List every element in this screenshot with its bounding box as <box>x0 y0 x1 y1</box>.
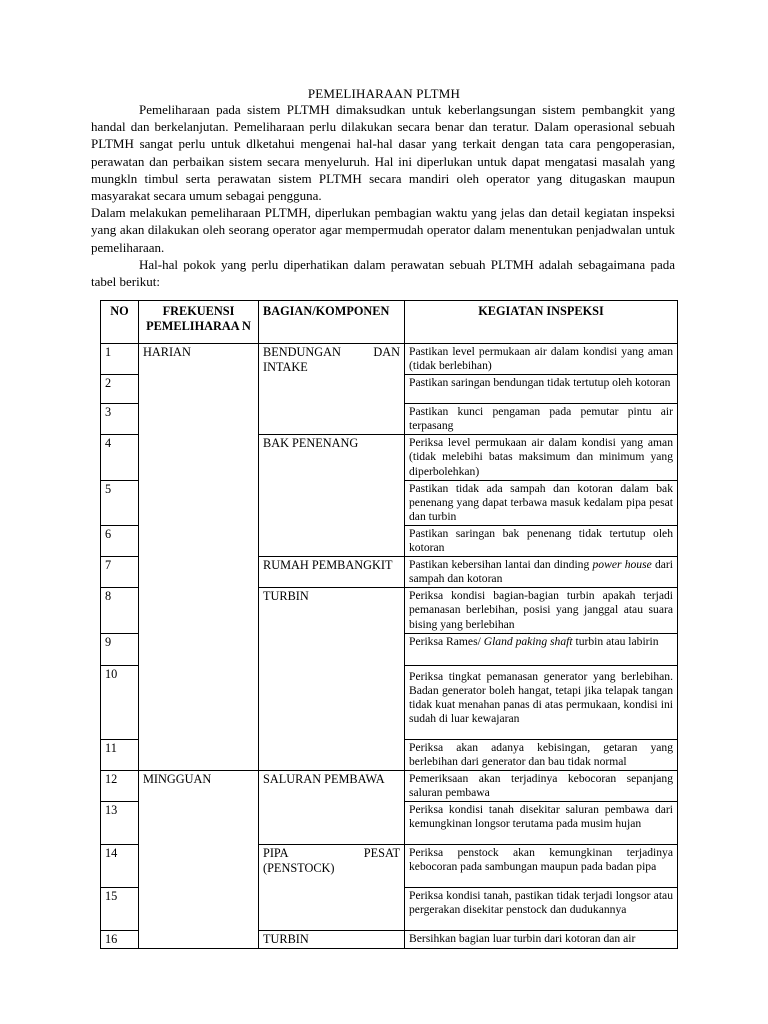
maintenance-table <box>100 300 678 949</box>
row-number: 6 <box>101 525 139 556</box>
row-number: 15 <box>101 887 139 930</box>
kegiatan-text: dari sampah dan kotoran <box>409 558 673 586</box>
document-body <box>91 101 675 290</box>
row-number: 12 <box>101 770 139 801</box>
frekuensi-cell: MINGGUAN <box>139 770 259 948</box>
table-row <box>101 344 678 375</box>
paragraph-table-intro: Hal-hal pokok yang perlu diperhatikan dalam perawatan sebuah PLTMH adalah sebagaimana pada tabel berikut: <box>91 256 675 290</box>
kegiatan-text: Pastikan kebersihan lantai dan dinding <box>409 558 593 572</box>
row-number: 1 <box>101 344 139 375</box>
frekuensi-cell: HARIAN <box>139 344 259 771</box>
paragraph-intro: Pemeliharaan pada sistem PLTMH dimaksudkan untuk keberlangsungan sistem pembangkit yang handal dan berkelanjutan. Pemeliharaan perlu dilakukan secara benar dan teratur. Dalam operasional sebuah PLTMH sangat perlu untuk dlketahui mengenai hal-hal dasar yang terkait dengan tata cara pengoperasian, perawatan dan perbaikan sistem secara menyeluruh. Hal ini diperlukan untuk dapat mengatasi masalah yang mungkln timbul serta perawatan sistem PLTMH secara mandiri oleh operator yang ditugaskan maupun masyarakat secara umum sebagai pengguna. <box>91 102 675 204</box>
table-row <box>101 770 678 801</box>
kegiatan-cell: Pastikan saringan bendungan tidak tertutup oleh kotoran <box>405 375 678 404</box>
header-no: NO <box>101 301 139 344</box>
header-bagian: BAGIAN/KOMPONEN <box>259 301 405 344</box>
kegiatan-cell: Periksa penstock akan kemungkinan terjadinya kebocoran pada sambungan maupun pada badan pipa <box>405 844 678 887</box>
row-number: 8 <box>101 588 139 633</box>
kegiatan-cell: Periksa kondisi tanah disekitar saluran pembawa dari kemungkinan longsor terutama pada musim hujan <box>405 801 678 844</box>
kegiatan-cell: Pastikan kunci pengaman pada pemutar pintu air terpasang <box>405 404 678 435</box>
kegiatan-cell: Periksa level permukaan air dalam kondisi yang aman (tidak melebihi batas maksimum dan minimum yang diperbolehkan) <box>405 435 678 480</box>
row-number: 13 <box>101 801 139 844</box>
row-number: 11 <box>101 739 139 770</box>
row-number: 4 <box>101 435 139 480</box>
bagian-cell: PIPA PESAT (PENSTOCK) <box>259 844 405 930</box>
row-number: 7 <box>101 557 139 588</box>
kegiatan-cell <box>405 557 678 588</box>
row-number: 9 <box>101 633 139 665</box>
bagian-cell: SALURAN PEMBAWA <box>259 770 405 844</box>
kegiatan-cell: Pastikan tidak ada sampah dan kotoran dalam bak penenang yang dapat terbawa masuk kedalam pipa pesat dan turbin <box>405 480 678 525</box>
kegiatan-cell <box>405 633 678 665</box>
header-kegiatan: KEGIATAN INSPEKSI <box>405 301 678 344</box>
kegiatan-cell: Periksa kondisi bagian-bagian turbin apakah terjadi pemanasan berlebihan, posisi yang janggal atau suara bising yang berlebihan <box>405 588 678 633</box>
table-header-row <box>101 301 678 344</box>
row-number: 3 <box>101 404 139 435</box>
kegiatan-italic-text: power house <box>592 558 652 572</box>
bagian-cell: TURBIN <box>259 930 405 948</box>
kegiatan-cell: Pastikan level permukaan air dalam kondisi yang aman (tidak berlebihan) <box>405 344 678 375</box>
row-number: 16 <box>101 930 139 948</box>
bagian-cell: TURBIN <box>259 588 405 770</box>
kegiatan-cell: Periksa akan adanya kebisingan, getaran yang berlebihan dari generator dan bau tidak normal <box>405 739 678 770</box>
row-number: 10 <box>101 665 139 739</box>
bagian-cell: RUMAH PEMBANGKIT <box>259 557 405 588</box>
row-number: 2 <box>101 375 139 404</box>
kegiatan-cell: Periksa kondisi tanah, pastikan tidak terjadi longsor atau pergerakan disekitar penstock dan dudukannya <box>405 887 678 930</box>
document-title: PEMELIHARAAN PLTMH <box>307 86 461 101</box>
kegiatan-italic-text: Gland paking shaft <box>483 634 573 648</box>
kegiatan-cell: Pemeriksaan akan terjadinya kebocoran sepanjang saluran pembawa <box>405 770 678 801</box>
row-number: 14 <box>101 844 139 887</box>
bagian-cell: BENDUNGAN DAN INTAKE <box>259 344 405 435</box>
paragraph-schedule: Dalam melakukan pemeliharaan PLTMH, diperlukan pembagian waktu yang jelas dan detail kegiatan inspeksi yang akan dilakukan oleh seorang operator agar mempermudah operator dalam menentukan penjadwalan untuk pemeliharaan. <box>91 205 675 255</box>
header-frekuensi: FREKUENSI PEMELIHARAA N <box>139 301 259 344</box>
kegiatan-cell: Pastikan saringan bak penenang tidak tertutup oleh kotoran <box>405 525 678 556</box>
bagian-cell: BAK PENENANG <box>259 435 405 557</box>
kegiatan-cell: Periksa tingkat pemanasan generator yang berlebihan. Badan generator boleh hangat, tetapi jika telapak tangan tidak kuat menahan panas di atas permukaan, kondisi ini sudah di luar kewajaran <box>405 665 678 739</box>
row-number: 5 <box>101 480 139 525</box>
kegiatan-cell: Bersihkan bagian luar turbin dari kotoran dan air <box>405 930 678 948</box>
kegiatan-text: Periksa Rames/ <box>409 634 484 648</box>
kegiatan-text: turbin atau labirin <box>572 634 659 648</box>
